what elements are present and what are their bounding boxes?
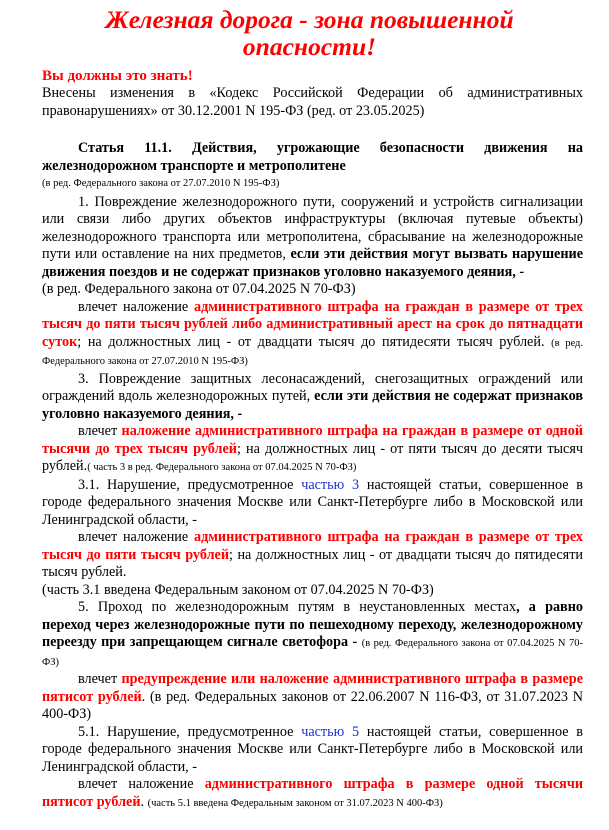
paragraph-penalty-3-1: влечет наложение административного штрафа на граждан в размере от трех тысяч до пяти тысяч рублей; на должностных лиц - от двадцати тысяч до пятидесяти тысяч рублей. xyxy=(42,529,583,580)
link-part-5[interactable]: частью 5 xyxy=(301,723,360,740)
paragraph-5-1: 5.1. Нарушение, предусмотренное частью 5 настоящей статьи, совершенное в городе федерального значения Москве или Санкт-Петербурге либо в Московской или Ленинградской области, - xyxy=(42,723,584,775)
paragraph-penalty-3: влечет наложение административного штрафа на граждан в размере от одной тысячи до трех тысяч рублей; на должностных лиц - от пяти тысяч до десяти тысяч рублей.( часть 3 в ред. Федерального закона от 07.04.2025 N 70-ФЗ) xyxy=(42,423,584,474)
paragraph-3-1-note: (часть 3.1 введена Федеральным законом от 07.04.2025 N 70-ФЗ) xyxy=(42,581,434,598)
paragraph-1-note: (в ред. Федерального закона от 07.04.2025 N 70-ФЗ) xyxy=(42,281,356,297)
page-title: Железная дорога - зона повышенной опасности! xyxy=(105,5,514,61)
paragraph-penalty-5: влечет предупреждение или наложение административного штрафа в размере пятисот рублей. (в ред. Федеральных законов от 22.06.2007 N 116-ФЗ, от 31.07.2023 N 400-ФЗ) xyxy=(42,671,583,722)
intro-paragraph: Внесены изменения в «Кодекс Российской Федерации об административных правонарушениях» от 30.12.2001 N 195-ФЗ (ред. от 23.05.2025) xyxy=(42,85,583,119)
article-note: (в ред. Федерального закона от 27.07.2010 N 195-ФЗ) xyxy=(42,178,280,189)
paragraph-5: 5. Проход по железнодорожным путям в неустановленных местах, а равно переход через железнодорожные пути по пешеходному переходу, железнодорожному переезду при запрещающем сигнале светофора - (в ред. Федерального закона от 07.04.2025 N 70-ФЗ) xyxy=(42,599,583,668)
link-part-3[interactable]: частью 3 xyxy=(301,476,360,493)
paragraph-penalty-5-1: влечет наложение административного штрафа в размере одной тысячи пятисот рублей. (часть 5.1 введена Федеральным законом от 31.07.2023 N 400-ФЗ) xyxy=(42,776,583,810)
warning-subtitle: Вы должны это знать! xyxy=(42,68,193,84)
paragraph-1: 1. Повреждение железнодорожного пути, сооружений и устройств сигнализации или связи либо других объектов инфраструктуры (включая путевые объекты) железнодорожного транспорта или метрополитена, сбрасывание на железнодорожные пути или оставление на них предметов, если эти действия могут вызвать нарушение движения поездов и не содержат признаков уголовно наказуемого деяния, - xyxy=(42,193,584,280)
paragraph-penalty-1: влечет наложение административного штрафа на граждан в размере от трех тысяч до пяти тысяч рублей либо административный арест на срок до пятнадцати суток; на должностных лиц - от двадцати тысяч до пятидесяти тысяч рублей. (в ред. Федерального закона от 27.07.2010 N 195-ФЗ) xyxy=(42,298,583,367)
paragraph-3-1: 3.1. Нарушение, предусмотренное частью 3 настоящей статьи, совершенное в городе федерального значения Москве или Санкт-Петербурге либо в Московской или Ленинградской области, - xyxy=(42,476,584,528)
paragraph-3: 3. Повреждение защитных лесонасаждений, снегозащитных ограждений или ограждений вдоль железнодорожных путей, если эти действия не содержат признаков уголовно наказуемого деяния, - xyxy=(42,370,583,422)
article-heading: Статья 11.1. Действия, угрожающие безопасности движения на железнодорожном транспорте и метрополитене xyxy=(42,140,583,174)
